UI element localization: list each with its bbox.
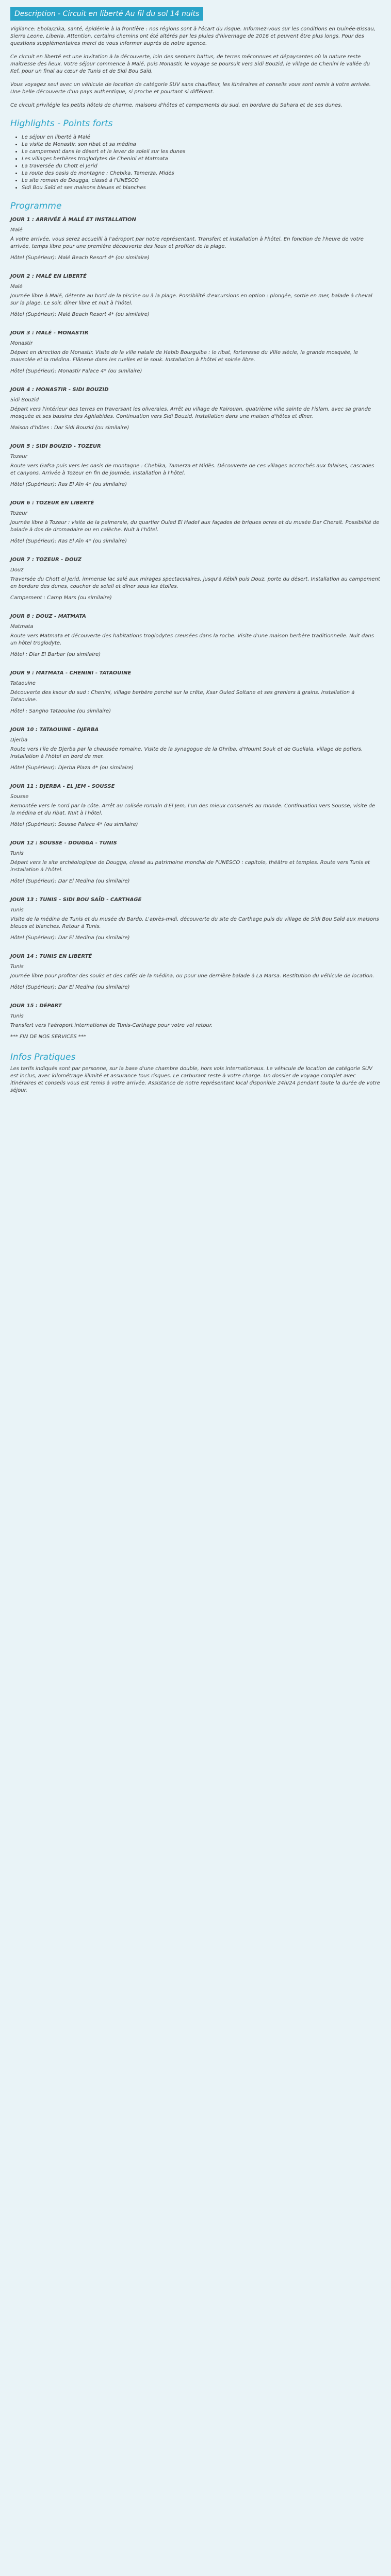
day-accommodation: Hôtel (Supérieur): Dar El Medina (ou similaire)	[10, 935, 130, 941]
day-place: Tunis	[10, 907, 24, 913]
day-accommodation: Hôtel (Supérieur): Monastir Palace 4* (ou similaire)	[10, 368, 142, 374]
day-item	[10, 783, 381, 828]
day-place: Douz	[10, 567, 24, 573]
day-title: JOUR 14 : TUNIS EN LIBERTÉ	[10, 954, 92, 959]
intro-paragraph: Vigilance: Ebola/Zika, santé, épidémie à la frontière : nos régions sont à l'écart du risque. Informez-vous sur les conditions en Guinée-Bissau, Sierra Leone, Liberia. Attention, certains chemins ont été altérés par les pluies d'hivernage de 2016 et peuvent être plus longs. Pour des questions supplémentaires merci de vous informer auprès de notre agence.	[10, 26, 376, 46]
day-item	[10, 726, 381, 772]
day-accommodation: Maison d'hôtes : Dar Sidi Bouzid (ou similaire)	[10, 425, 129, 431]
day-place: Monastir	[10, 341, 33, 346]
day-title: JOUR 8 : DOUZ - MATMATA	[10, 614, 86, 619]
day-title: JOUR 15 : DÉPART	[10, 1003, 62, 1009]
day-title: JOUR 13 : TUNIS - SIDI BOU SAÏD - CARTHAGE	[10, 897, 142, 903]
day-item	[10, 1003, 381, 1041]
highlight-item: • Sidi Bou Saïd et ses maisons bleues et blanches	[22, 184, 381, 192]
day-description: Journée libre pour profiter des souks et des cafés de la médina, ou pour une dernière balade à La Marsa. Restitution du véhicule de location.	[10, 973, 374, 979]
highlight-item: • La visite de Monastir, son ribat et sa médina	[22, 141, 381, 148]
day-accommodation: Hôtel (Supérieur): Dar El Medina (ou similaire)	[10, 985, 130, 990]
day-accommodation: *** FIN DE NOS SERVICES ***	[10, 1034, 86, 1040]
day-title: JOUR 5 : SIDI BOUZID - TOZEUR	[10, 444, 101, 449]
day-description: Départ en direction de Monastir. Visite de la ville natale de Habib Bourguiba : le ribat, forteresse du VIIIe siècle, la grande mosquée, le mausolée et la médina. Flânerie dans les ruelles et le souk. Installation à l'hôtel et soirée libre.	[10, 350, 359, 363]
day-title: JOUR 2 : MALÉ EN LIBERTÉ	[10, 274, 87, 279]
day-item	[10, 386, 381, 432]
day-description: Route vers Gafsa puis vers les oasis de montagne : Chebika, Tamerza et Midès. Découverte de ces villages accrochés aux falaises, cascades et canyons. Arrivée à Tozeur en fin de journée, installation à l'hôtel.	[10, 463, 374, 476]
highlight-item: • Le séjour en liberté à Malé	[22, 134, 381, 141]
highlights-title: Highlights - Points forts	[10, 118, 113, 129]
highlight-item: • Le site romain de Dougga, classé à l'UNESCO	[22, 177, 381, 184]
infos-text: Les tarifs indiqués sont par personne, sur la base d'une chambre double, hors vols internationaux. Le véhicule de location de catégorie SUV est inclus, avec kilométrage illimité et assurance tous risques. Le carburant reste à votre charge. Un dossier de voyage complet avec itinéraires et conseils vous est remis à votre arrivée. Assistance de notre représentant local disponible 24h/24 pendant toute la durée de votre séjour.	[10, 1066, 380, 1093]
day-title: JOUR 7 : TOZEUR - DOUZ	[10, 557, 82, 563]
intro-section	[10, 26, 381, 109]
highlight-item: • Le campement dans le désert et le lever de soleil sur les dunes	[22, 148, 381, 156]
day-title: JOUR 4 : MONASTIR - SIDI BOUZID	[10, 387, 109, 393]
highlight-item: • La traversée du Chott el Jerid	[22, 163, 381, 170]
day-place: Malé	[10, 227, 23, 233]
programme-list	[10, 216, 381, 1041]
intro-paragraph: Ce circuit en liberté est une invitation à la découverte, loin des sentiers battus, de terres méconnues et dépaysantes où la nature reste maîtresse des lieux. Votre séjour commence à Malé, puis Monastir, le voyage se poursuit vers Sidi Bouzid, le village de Chenini le vallée du Kef, pour un final au cœur de Tunis et de Sidi Bou Saïd.	[10, 54, 370, 74]
day-description: À votre arrivée, vous serez accueilli à l'aéroport par notre représentant. Transfert et installation à l'hôtel. En fonction de l'heure de votre arrivée, temps libre pour une première découverte des lieux et profiter de la plage.	[10, 236, 364, 249]
day-description: Journée libre à Malé, détente au bord de la piscine ou à la plage. Possibilité d'excursions en option : plongée, sortie en mer, balade à cheval sur la plage. Le soir, dîner libre et nuit à l'hôtel.	[10, 293, 372, 306]
day-accommodation: Hôtel (Supérieur): Ras El Aïn 4* (ou similaire)	[10, 538, 127, 544]
day-title: JOUR 11 : DJERBA - EL JEM - SOUSSE	[10, 784, 115, 789]
day-item	[10, 500, 381, 545]
day-item	[10, 216, 381, 262]
day-place: Tataouine	[10, 681, 36, 686]
day-item	[10, 896, 381, 942]
day-title: JOUR 1 : ARRIVÉE À MALÉ ET INSTALLATION	[10, 217, 136, 223]
day-place: Tunis	[10, 964, 24, 970]
day-item	[10, 840, 381, 885]
day-place: Malé	[10, 284, 23, 290]
day-item	[10, 556, 381, 602]
day-description: Découverte des ksour du sud : Chenini, village berbère perché sur la crête, Ksar Ouled Soltane et ses greniers à grains. Installation à Tataouine.	[10, 690, 355, 703]
day-title: JOUR 3 : MALÉ - MONASTIR	[10, 330, 89, 336]
day-place: Tunis	[10, 1013, 24, 1019]
day-item	[10, 330, 381, 375]
day-accommodation: Hôtel : Sangho Tataouine (ou similaire)	[10, 708, 111, 714]
day-description: Traversée du Chott el Jerid, immense lac salé aux mirages spectaculaires, jusqu'à Kébili puis Douz, porte du désert. Installation au campement en bordure des dunes, coucher de soleil et dîner sous les étoiles.	[10, 577, 380, 589]
day-description: Départ vers l'intérieur des terres en traversant les oliveraies. Arrêt au village de Kairouan, quatrième ville sainte de l'islam, avec sa grande mosquée et ses bassins des Aghlabides. Continuation vers Sidi Bouzid. Installation dans une maison d'hôtes et dîner.	[10, 406, 371, 419]
day-description: Route vers l'île de Djerba par la chaussée romaine. Visite de la synagogue de la Ghriba, d'Houmt Souk et de Guellala, village de potiers. Installation à l'hôtel en bord de mer.	[10, 747, 363, 759]
day-place: Tozeur	[10, 454, 27, 460]
programme-title: Programme	[10, 201, 62, 211]
circuit-title-banner: Description - Circuit en liberté Au fil du sol 14 nuits	[10, 7, 203, 21]
day-accommodation: Hôtel (Supérieur): Sousse Palace 4* (ou similaire)	[10, 822, 138, 827]
day-item	[10, 443, 381, 488]
day-description: Route vers Matmata et découverte des habitations troglodytes creusées dans la roche. Visite d'une maison berbère traditionnelle. Nuit dans un hôtel troglodyte.	[10, 633, 374, 646]
day-accommodation: Campement : Camp Mars (ou similaire)	[10, 595, 112, 601]
day-title: JOUR 9 : MATMATA - CHENINI - TATAOUINE	[10, 670, 132, 676]
day-place: Sousse	[10, 794, 29, 800]
day-description: Départ vers le site archéologique de Dougga, classé au patrimoine mondial de l'UNESCO : capitole, théâtre et temples. Route vers Tunis et installation à l'hôtel.	[10, 860, 370, 873]
day-accommodation: Hôtel (Supérieur): Ras El Aïn 4* (ou similaire)	[10, 482, 127, 487]
day-place: Sidi Bouzid	[10, 397, 39, 403]
infos-title: Infos Pratiques	[10, 1052, 76, 1062]
highlights-list	[10, 134, 381, 192]
day-title: JOUR 12 : SOUSSE - DOUGGA - TUNIS	[10, 840, 117, 846]
intro-paragraph: Vous voyagez seul avec un véhicule de location de catégorie SUV sans chauffeur, les itinéraires et conseils vous sont remis à votre arrivée. Une belle découverte d'un pays authentique, si proche et pourtant si différent.	[10, 82, 371, 95]
day-item	[10, 670, 381, 715]
day-place: Tozeur	[10, 511, 27, 516]
highlight-item: • La route des oasis de montagne : Chebika, Tamerza, Midès	[22, 170, 381, 177]
day-place: Tunis	[10, 851, 24, 856]
day-accommodation: Hôtel (Supérieur): Malé Beach Resort 4* (ou similaire)	[10, 255, 150, 261]
day-description: Visite de la médina de Tunis et du musée du Bardo. L'après-midi, découverte du site de Carthage puis du village de Sidi Bou Saïd aux maisons bleues et blanches. Retour à Tunis.	[10, 917, 379, 929]
day-accommodation: Hôtel (Supérieur): Djerba Plaza 4* (ou similaire)	[10, 765, 134, 771]
day-place: Matmata	[10, 624, 34, 630]
page-content	[0, 0, 391, 1094]
day-description: Journée libre à Tozeur : visite de la palmeraie, du quartier Ouled El Hadef aux façades de briques ocres et du musée Dar Cheraït. Possibilité de balade à dos de dromadaire ou en calèche. Nuit à l'hôtel.	[10, 520, 380, 533]
day-item	[10, 273, 381, 318]
day-item	[10, 613, 381, 658]
highlight-item: • Les villages berbères troglodytes de Chenini et Matmata	[22, 156, 381, 163]
day-accommodation: Hôtel (Supérieur): Dar El Medina (ou similaire)	[10, 878, 130, 884]
day-title: JOUR 6 : TOZEUR EN LIBERTÉ	[10, 500, 94, 506]
day-description: Transfert vers l'aéroport international de Tunis-Carthage pour votre vol retour.	[10, 1023, 213, 1028]
day-accommodation: Hôtel : Diar El Barbar (ou similaire)	[10, 652, 101, 657]
intro-paragraph: Ce circuit privilégie les petits hôtels de charme, maisons d'hôtes et campements du sud, en bordure du Sahara et de ses dunes.	[10, 103, 343, 108]
day-place: Djerba	[10, 737, 28, 743]
day-accommodation: Hôtel (Supérieur): Malé Beach Resort 4* (ou similaire)	[10, 312, 150, 317]
day-title: JOUR 10 : TATAOUINE - DJERBA	[10, 727, 99, 733]
day-description: Remontée vers le nord par la côte. Arrêt au colisée romain d'El Jem, l'un des mieux conservés au monde. Continuation vers Sousse, visite de la médina et du ribat. Nuit à l'hôtel.	[10, 803, 376, 816]
day-item	[10, 953, 381, 991]
